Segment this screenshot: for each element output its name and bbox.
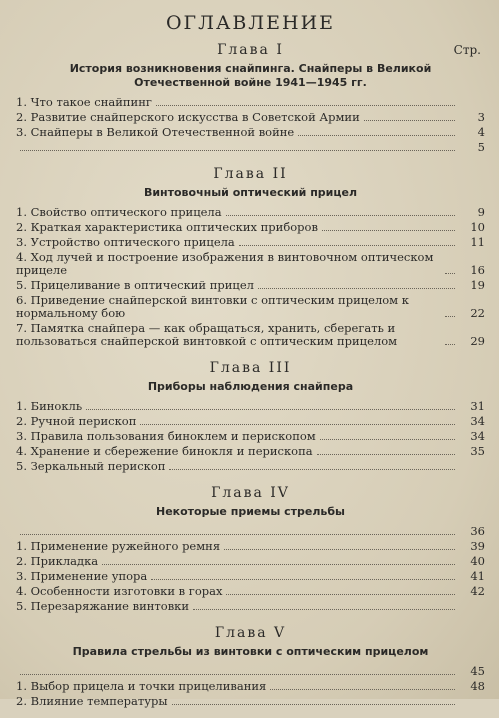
chapter-spacer	[16, 475, 485, 483]
chapter-heading: Глава V	[214, 625, 287, 641]
dot-leader	[140, 424, 455, 425]
toc-entry-text: 3. Устройство оптического прицела	[16, 235, 235, 249]
chapter-spacer	[16, 615, 485, 623]
chapter-entries	[16, 525, 485, 613]
toc-entry-text: 5. Прицеливание в оптический прицел	[16, 278, 254, 292]
chapter-entries	[16, 665, 485, 708]
chapter-spacer	[16, 350, 485, 358]
dot-leader	[226, 215, 455, 216]
toc-entry	[16, 570, 485, 583]
dot-leader	[320, 439, 455, 440]
chapter-title: Приборы наблюдения снайпера	[147, 380, 354, 393]
toc-entry	[16, 430, 485, 443]
toc-entry-page: 34	[470, 414, 485, 428]
toc-entry	[16, 445, 485, 458]
dot-leader	[322, 230, 455, 231]
chapter-heading: Глава I	[217, 42, 284, 58]
toc-entry-text: 2. Прикладка	[16, 554, 99, 568]
toc-entry-page: 31	[470, 399, 485, 413]
chapter-title: Винтовочный оптический прицел	[143, 186, 358, 199]
toc-entry-text: 5. Перезаряжание винтовки	[16, 599, 190, 613]
chapter-heading-row	[16, 358, 485, 378]
toc-entry	[16, 460, 485, 473]
page-title: ОГЛАВЛЕНИЕ	[165, 12, 336, 34]
toc-entry-page: 35	[470, 444, 485, 458]
toc-entry	[16, 236, 485, 249]
chapter-heading: Глава II	[213, 166, 288, 182]
toc-entry	[16, 322, 485, 348]
dot-leader	[224, 549, 455, 550]
toc-entry-page: 10	[470, 220, 485, 234]
toc-entry	[16, 540, 485, 553]
dot-leader	[445, 316, 455, 317]
dot-leader	[172, 704, 455, 705]
toc-entry-page: 5	[477, 140, 485, 154]
toc-entry-text: 4. Хранение и сбережение бинокля и перископа	[16, 444, 313, 458]
chapter-title: Некоторые приемы стрельбы	[155, 505, 345, 518]
toc-entry-text: 4. Ход лучей и построение изображения в винтовочном оптическом прицеле	[16, 250, 434, 277]
toc-entry-page: 48	[470, 679, 485, 693]
dot-leader	[226, 594, 455, 595]
dot-leader	[317, 454, 455, 455]
chapter-heading-row	[16, 623, 485, 643]
toc-entry	[16, 415, 485, 428]
chapter-title: История возникновения снайпинга. Снайперы в Великой Отечественной войне 1941—1945 гг.	[69, 62, 432, 89]
toc-entry	[16, 111, 485, 124]
toc-entry	[16, 555, 485, 568]
toc-entry-page: 16	[470, 263, 485, 277]
toc-entry-text: 6. Приведение снайперской винтовки с оптическим прицелом к нормальному бою	[16, 293, 409, 320]
dot-leader	[102, 564, 455, 565]
toc-entry-text: 1. Выбор прицела и точки прицеливания	[16, 679, 267, 693]
toc-entry-text: 3. Применение упора	[16, 569, 148, 583]
dot-leader	[298, 135, 455, 136]
dot-leader	[86, 409, 455, 410]
toc-entry-page: 11	[470, 235, 485, 249]
toc-entry-page: 41	[470, 569, 485, 583]
toc-entry	[16, 221, 485, 234]
toc-entry-page: 39	[470, 539, 485, 553]
toc-entry-text: 3. Правила пользования биноклем и перископом	[16, 429, 316, 443]
toc-entry-page: 34	[470, 429, 485, 443]
table-of-contents	[16, 40, 485, 718]
chapter-title: Правила стрельбы из винтовки с оптическим прицелом	[72, 645, 429, 658]
dot-leader	[20, 534, 455, 535]
toc-entry-page: 36	[470, 524, 485, 538]
toc-entry-page: 4	[477, 125, 485, 139]
dot-leader	[445, 344, 455, 345]
toc-entry	[16, 400, 485, 413]
toc-entry-text: 1. Свойство оптического прицела	[16, 205, 222, 219]
toc-entry-page: 29	[470, 334, 485, 348]
toc-entry-text: 4. Особенности изготовки в горах	[16, 584, 223, 598]
dot-leader	[270, 689, 455, 690]
chapter-spacer	[16, 156, 485, 164]
toc-entry-page: 45	[470, 664, 485, 678]
toc-entry-text: 2. Влияние температуры	[16, 694, 168, 708]
chapter-heading: Глава III	[209, 360, 292, 376]
toc-entry	[16, 665, 485, 678]
dot-leader	[258, 288, 455, 289]
toc-entry	[16, 96, 485, 109]
toc-entry	[16, 126, 485, 139]
dot-leader	[20, 674, 455, 675]
toc-entry-text: 1. Что такое снайпинг	[16, 95, 152, 109]
toc-entry-page: 9	[477, 205, 485, 219]
dot-leader	[169, 469, 455, 470]
toc-entry-text: 2. Краткая характеристика оптических приборов	[16, 220, 318, 234]
toc-entry-text: 5. Зеркальный перископ	[16, 459, 166, 473]
toc-entry-page: 22	[470, 306, 485, 320]
toc-entry-page: 3	[477, 110, 485, 124]
dot-leader	[156, 105, 455, 106]
chapter-entries	[16, 400, 485, 473]
toc-entry-page: 19	[470, 278, 485, 292]
dot-leader	[20, 150, 455, 151]
toc-entry-text: 1. Бинокль	[16, 399, 83, 413]
dot-leader	[193, 609, 455, 610]
toc-entry-page: 42	[470, 584, 485, 598]
toc-entry-text: 3. Снайперы в Великой Отечественной войне	[16, 125, 295, 139]
dot-leader	[239, 245, 455, 246]
toc-entry	[16, 279, 485, 292]
toc-entry	[16, 680, 485, 693]
chapter-heading-row	[16, 164, 485, 184]
chapter-heading-row	[16, 483, 485, 503]
toc-entry	[16, 251, 485, 277]
toc-entry	[16, 141, 485, 154]
toc-entry	[16, 695, 485, 708]
toc-entry	[16, 206, 485, 219]
page-column-label: Стр.	[453, 43, 481, 57]
toc-entry	[16, 294, 485, 320]
toc-entry	[16, 525, 485, 538]
toc-entry-text: 2. Развитие снайперского искусства в Советской Армии	[16, 110, 360, 124]
toc-entry-page: 40	[470, 554, 485, 568]
dot-leader	[445, 273, 455, 274]
chapter-entries	[16, 96, 485, 154]
toc-entry-text: 1. Применение ружейного ремня	[16, 539, 221, 553]
toc-entry-text: 7. Памятка снайпера — как обращаться, хранить, сберегать и пользоваться снайперской винтовкой с оптическим прицелом	[16, 321, 398, 348]
toc-entry-text: 2. Ручной перископ	[16, 414, 137, 428]
dot-leader	[151, 579, 455, 580]
toc-entry	[16, 600, 485, 613]
chapter-entries	[16, 206, 485, 348]
toc-entry	[16, 585, 485, 598]
chapter-spacer	[16, 710, 485, 718]
chapter-heading: Глава IV	[211, 485, 290, 501]
dot-leader	[364, 120, 455, 121]
chapter-heading-row	[16, 40, 485, 60]
